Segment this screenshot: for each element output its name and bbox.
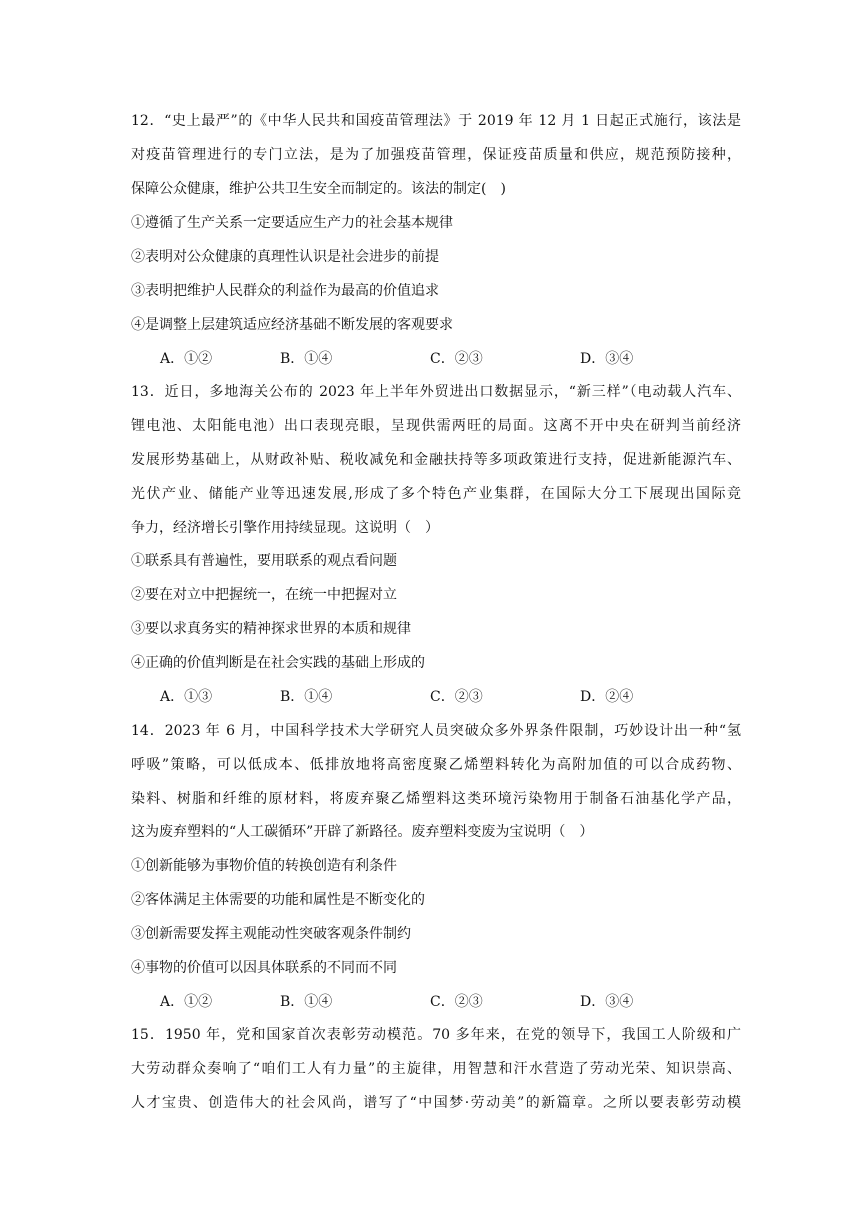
- statement-option: ④是调整上层建筑适应经济基础不断发展的客观要求: [131, 317, 453, 333]
- answer-choice-d: D．②④: [580, 689, 634, 705]
- answer-choice-d: D．③④: [580, 351, 634, 367]
- statement-option: ③要以求真务实的精神探求世界的本质和规律: [131, 621, 411, 637]
- answer-choice-a: A．①②: [160, 351, 213, 367]
- statement-option: ④正确的价值判断是在社会实践的基础上形成的: [131, 655, 425, 671]
- question-stem-line: 这为废弃塑料的“人工碳循环”开辟了新路径。废弃塑料变废为宝说明（ ）: [131, 824, 594, 840]
- statement-option: ④事物的价值可以因具体联系的不同而不同: [131, 960, 397, 976]
- question-stem-line: 发展形势基础上，从财政补贴、税收减免和金融扶持等多项政策进行支持，促进新能源汽车、: [131, 452, 741, 468]
- statement-option: ①联系具有普遍性，要用联系的观点看问题: [131, 553, 397, 569]
- answer-choice-b: B．①④: [280, 994, 333, 1010]
- question-stem-line: 光伏产业、储能产业等迅速发展,形成了多个特色产业集群，在国际大分工下展现出国际竞: [131, 486, 741, 502]
- question-stem-line: 15．1950 年，党和国家首次表彰劳动模范。70 多年来，在党的领导下，我国工人阶级和广: [131, 1027, 741, 1043]
- answer-choice-c: C．②③: [430, 689, 483, 705]
- question-stem-line: 12．“史上最严”的《中华人民共和国疫苗管理法》于 2019 年 12 月 1 日起正式施行，该法是: [131, 113, 741, 129]
- statement-option: ②客体满足主体需要的功能和属性是不断变化的: [131, 892, 425, 908]
- question-stem-line: 大劳动群众奏响了“咱们工人有力量”的主旋律，用智慧和汗水营造了劳动光荣、知识崇高、: [131, 1061, 741, 1077]
- question-stem-line: 保障公众健康，维护公共卫生安全而制定的。该法的制定( ): [131, 181, 506, 197]
- question-stem-line: 染料、树脂和纤维的原材料，将废弃聚乙烯塑料这类环境污染物用于制备石油基化学产品，: [131, 791, 741, 807]
- statement-option: ②表明对公众健康的真理性认识是社会进步的前提: [131, 249, 439, 265]
- question-stem-line: 对疫苗管理进行的专门立法，是为了加强疫苗管理，保证疫苗质量和供应，规范预防接种，: [131, 147, 741, 163]
- statement-option: ①遵循了生产关系一定要适应生产力的社会基本规律: [131, 215, 453, 231]
- answer-choice-c: C．②③: [430, 994, 483, 1010]
- statement-option: ③表明把维护人民群众的利益作为最高的价值追求: [131, 283, 439, 299]
- answer-choice-d: D．③④: [580, 994, 634, 1010]
- statement-option: ①创新能够为事物价值的转换创造有利条件: [131, 858, 397, 874]
- question-stem-line: 锂电池、太阳能电池）出口表现亮眼，呈现供需两旺的局面。这离不开中央在研判当前经济: [131, 418, 741, 434]
- question-stem-line: 呼吸”策略，可以低成本、低排放地将高密度聚乙烯塑料转化为高附加值的可以合成药物、: [131, 757, 741, 773]
- question-stem-line: 14．2023 年 6 月，中国科学技术大学研究人员突破众多外界条件限制，巧妙设计出一种“氢: [131, 723, 741, 739]
- statement-option: ②要在对立中把握统一，在统一中把握对立: [131, 587, 397, 603]
- answer-choice-b: B．①④: [280, 351, 333, 367]
- question-stem-line: 13．近日，多地海关公布的 2023 年上半年外贸进出口数据显示，“新三样”（电动载人汽车、: [131, 384, 741, 400]
- answer-choice-a: A．①③: [160, 689, 213, 705]
- answer-choice-c: C．②③: [430, 351, 483, 367]
- statement-option: ③创新需要发挥主观能动性突破客观条件制约: [131, 926, 411, 942]
- question-stem-line: 人才宝贵、创造伟大的社会风尚，谱写了“中国梦·劳动美”的新篇章。之所以要表彰劳动模: [131, 1095, 741, 1111]
- answer-choice-a: A．①②: [160, 994, 213, 1010]
- question-stem-line: 争力，经济增长引擎作用持续显现。这说明（ ）: [131, 520, 439, 536]
- answer-choice-b: B．①④: [280, 689, 333, 705]
